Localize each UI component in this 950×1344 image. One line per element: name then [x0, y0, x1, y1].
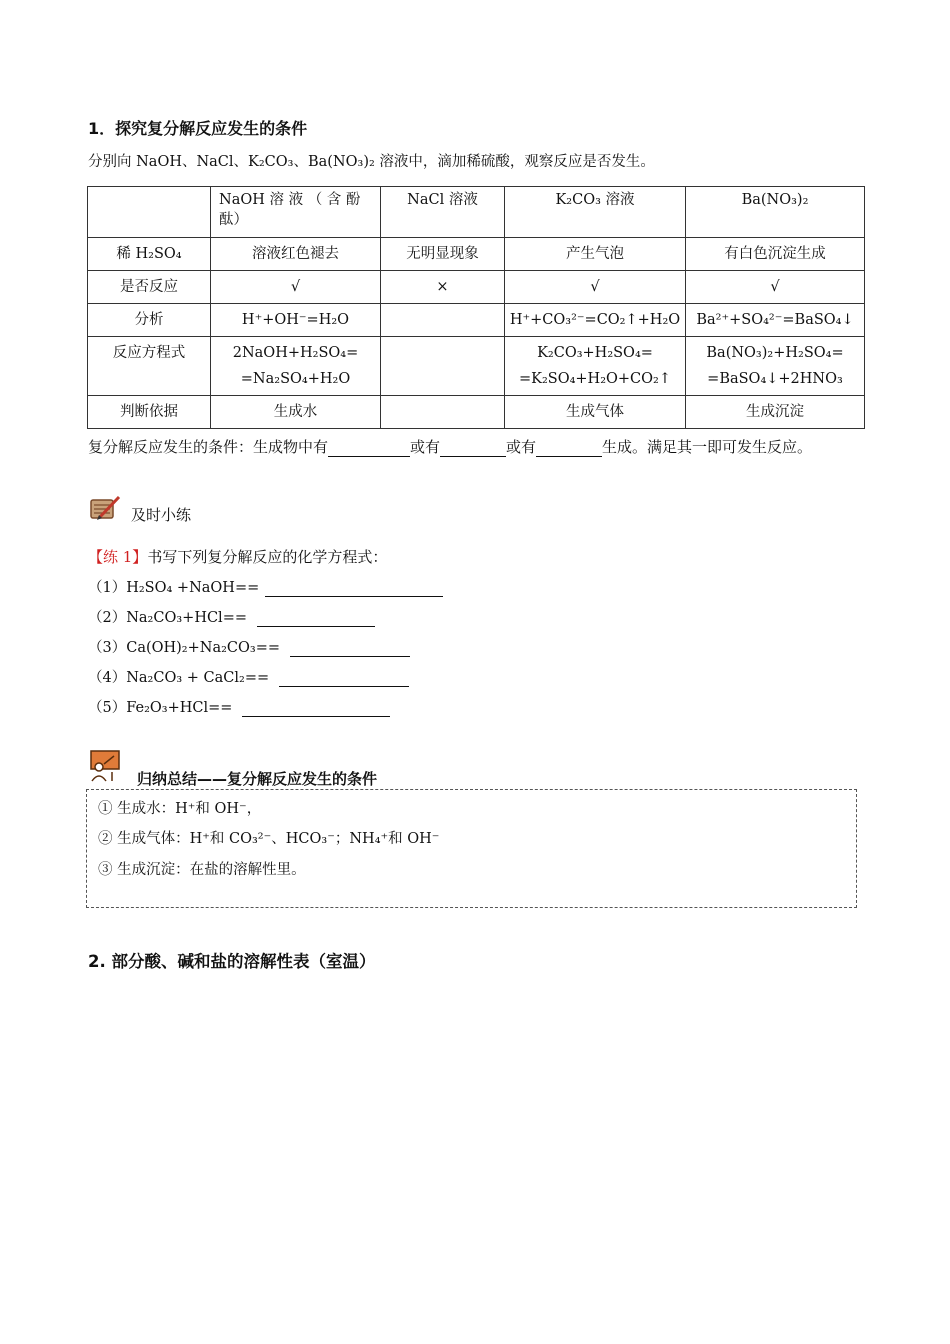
- exercise-equation: （2）Na₂CO₃+HCl==: [88, 610, 247, 626]
- table-row: [88, 304, 865, 337]
- row-label: 判断依据: [88, 396, 211, 429]
- answer-blank[interactable]: [328, 440, 410, 457]
- answer-blank[interactable]: [257, 610, 375, 627]
- table-cell: K₂CO₃+H₂SO₄= =K₂SO₄+H₂O+CO₂↑: [505, 337, 686, 396]
- table-cell: [381, 337, 505, 396]
- practice-prompt: [88, 546, 387, 567]
- answer-blank[interactable]: [242, 700, 390, 717]
- exercise-item: [88, 576, 443, 597]
- conclusion-text: 生成。满足其一即可发生反应。: [602, 438, 813, 456]
- exercise-item: [88, 636, 410, 657]
- table-cell: 生成气体: [505, 396, 686, 429]
- answer-blank[interactable]: [440, 440, 506, 457]
- exercise-equation: （4）Na₂CO₃ + CaCl₂==: [88, 670, 270, 686]
- section2-title: 2. 部分酸、碱和盐的溶解性表（室温）: [88, 952, 376, 971]
- summary-title: 归纳总结——复分解反应发生的条件: [137, 770, 378, 788]
- table-cell: √: [505, 271, 686, 304]
- table-header-cell: K₂CO₃ 溶液: [505, 187, 686, 238]
- teacher-board-icon: [88, 750, 122, 782]
- conclusion-text: 复分解反应发生的条件：生成物中有: [88, 438, 329, 456]
- section1-intro: 分别向 NaOH、NaCl、K₂CO₃、Ba(NO₃)₂ 溶液中，滴加稀硫酸，观察反应是否发生。: [88, 154, 655, 170]
- table-cell: 生成沉淀: [686, 396, 865, 429]
- table-row: [88, 337, 865, 396]
- conclusion-text: 或有: [410, 438, 441, 456]
- table-cell: [381, 304, 505, 337]
- row-label: 分析: [88, 304, 211, 337]
- answer-blank[interactable]: [265, 580, 443, 597]
- table-cell: Ba(NO₃)₂+H₂SO₄= =BaSO₄↓+2HNO₃: [686, 337, 865, 396]
- row-label: 是否反应: [88, 271, 211, 304]
- practice-prompt-text: 书写下列复分解反应的化学方程式：: [147, 548, 388, 566]
- table-header-cell: NaOH 溶 液 （ 含 酚 酞）: [211, 187, 381, 238]
- table-cell: 无明显现象: [381, 238, 505, 271]
- exercise-equation: （1）H₂SO₄ +NaOH==: [88, 580, 260, 596]
- exercise-equation: （3）Ca(OH)₂+Na₂CO₃==: [88, 640, 281, 656]
- answer-blank[interactable]: [290, 640, 410, 657]
- experiment-table: [87, 186, 865, 429]
- table-header-row: [88, 187, 865, 238]
- exercise-equation: （5）Fe₂O₃+HCl==: [88, 700, 233, 716]
- answer-blank[interactable]: [536, 440, 602, 457]
- table-cell: [381, 396, 505, 429]
- table-cell: 有白色沉淀生成: [686, 238, 865, 271]
- table-cell: ×: [381, 271, 505, 304]
- table-row: [88, 396, 865, 429]
- table-cell: H⁺+CO₃²⁻=CO₂↑+H₂O: [505, 304, 686, 337]
- table-header-cell: NaCl 溶液: [381, 187, 505, 238]
- summary-line: ② 生成气体：H⁺和 CO₃²⁻、HCO₃⁻；NH₄⁺和 OH⁻: [98, 831, 440, 847]
- table-cell: 溶液红色褪去: [211, 238, 381, 271]
- section1-title: 1．探究复分解反应发生的条件: [88, 119, 308, 138]
- row-label: 反应方程式: [88, 337, 211, 396]
- exercise-item: [88, 696, 390, 717]
- conclusion-text: 或有: [506, 438, 537, 456]
- summary-line: ① 生成水：H⁺和 OH⁻，: [98, 801, 262, 817]
- table-header-cell: Ba(NO₃)₂: [686, 187, 865, 238]
- practice-title: 及时小练: [131, 506, 192, 524]
- table-cell: 生成水: [211, 396, 381, 429]
- table-cell: H⁺+OH⁻=H₂O: [211, 304, 381, 337]
- exercise-item: [88, 666, 409, 687]
- table-cell: Ba²⁺+SO₄²⁻=BaSO₄↓: [686, 304, 865, 337]
- answer-blank[interactable]: [279, 670, 409, 687]
- table-row: [88, 238, 865, 271]
- table-header-cell: [88, 187, 211, 238]
- table-cell: √: [686, 271, 865, 304]
- row-label: 稀 H₂SO₄: [88, 238, 211, 271]
- practice-tag: 【练 1】: [88, 548, 148, 566]
- table-cell: √: [211, 271, 381, 304]
- pencil-notebook-icon: [89, 494, 123, 522]
- summary-line: ③ 生成沉淀：在盐的溶解性里。: [98, 862, 306, 878]
- conclusion-sentence: [88, 436, 812, 457]
- table-cell: 2NaOH+H₂SO₄= =Na₂SO₄+H₂O: [211, 337, 381, 396]
- exercise-item: [88, 606, 375, 627]
- table-cell: 产生气泡: [505, 238, 686, 271]
- table-row: [88, 271, 865, 304]
